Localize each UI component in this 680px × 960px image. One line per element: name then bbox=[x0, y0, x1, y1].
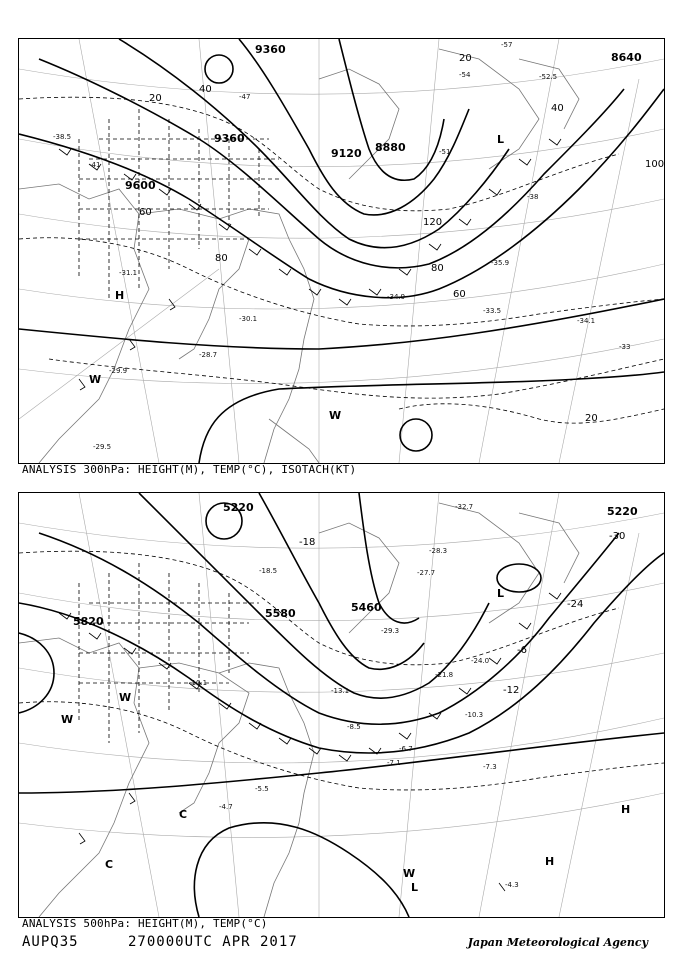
isotach-label-1: 40 bbox=[199, 84, 212, 95]
map-500hpa bbox=[19, 493, 664, 917]
temp-contour-label-1: -24 bbox=[567, 599, 584, 610]
temp-contour-label-3: -12 bbox=[503, 685, 520, 696]
temp-contour-label-4: -6 bbox=[517, 645, 527, 656]
center-label-2: C bbox=[179, 808, 188, 821]
agency-name: Japan Meteorological Agency bbox=[467, 936, 648, 949]
center-label-3: L bbox=[497, 133, 505, 146]
isotach-label-6: 20 bbox=[459, 53, 472, 64]
height-label-3: 5820 bbox=[73, 615, 104, 628]
temp-value: -51 bbox=[439, 148, 451, 156]
temp-value: -8.5 bbox=[347, 723, 361, 731]
center-label-1: W bbox=[61, 713, 74, 726]
isotach-label-3: 80 bbox=[215, 253, 228, 264]
temp-value: -31.1 bbox=[119, 269, 138, 277]
temp-value: -4.3 bbox=[505, 881, 519, 889]
temp-contour-label-2: -30 bbox=[609, 531, 626, 542]
center-label-0: W bbox=[119, 691, 132, 704]
caption-500hpa: ANALYSIS 500hPa: HEIGHT(M), TEMP(°C) bbox=[22, 917, 268, 930]
center-label-8: H bbox=[545, 855, 555, 868]
height-label-4: 5580 bbox=[265, 607, 296, 620]
temp-value: -30.1 bbox=[239, 315, 258, 323]
isotach-label-7: 40 bbox=[551, 103, 564, 114]
isotach-label-4: 100 bbox=[645, 159, 664, 170]
temp-value: -7.3 bbox=[483, 763, 497, 771]
height-label-0: 9360 bbox=[255, 43, 286, 56]
temp-value: -32.7 bbox=[455, 503, 474, 511]
center-label-0: H bbox=[115, 289, 125, 302]
height-label-2: 5460 bbox=[351, 601, 382, 614]
center-label-4: W bbox=[403, 867, 416, 880]
temp-value: -29.9 bbox=[109, 367, 128, 375]
temp-value: -47 bbox=[239, 93, 251, 101]
temp-value: -21.8 bbox=[435, 671, 454, 679]
center-label-1: W bbox=[89, 373, 102, 386]
temp-value: -41 bbox=[89, 161, 101, 169]
height-label-1: 5220 bbox=[607, 505, 638, 518]
temp-value: -29.5 bbox=[93, 443, 112, 451]
isotach-label-5: 120 bbox=[423, 217, 443, 228]
temp-value: -54 bbox=[459, 71, 471, 79]
coastline bbox=[19, 49, 579, 463]
temp-value: -28.7 bbox=[199, 351, 218, 359]
temp-value: -28.3 bbox=[429, 547, 448, 555]
temp-value: -34.1 bbox=[577, 317, 596, 325]
temp-contour-label-0: -18 bbox=[299, 537, 316, 548]
temp-value: -5.5 bbox=[255, 785, 269, 793]
temp-value: -52.5 bbox=[539, 73, 558, 81]
temp-value: -35.9 bbox=[491, 259, 510, 267]
center-label-5: L bbox=[411, 881, 419, 894]
temp-value: -38.5 bbox=[53, 133, 72, 141]
temp-value: -18.5 bbox=[259, 567, 278, 575]
analysis-time: 270000UTC APR 2017 bbox=[128, 934, 298, 950]
isotach-label-10: 20 bbox=[585, 413, 598, 424]
temp-value: -33.5 bbox=[483, 307, 502, 315]
height-label-3: 8880 bbox=[375, 141, 406, 154]
temp-value: -29.3 bbox=[381, 627, 400, 635]
height-contours bbox=[19, 493, 664, 917]
temp-value: -27.7 bbox=[417, 569, 436, 577]
temp-value: -33 bbox=[619, 343, 631, 351]
center-label-7: H bbox=[621, 803, 631, 816]
map-300hpa bbox=[19, 39, 664, 463]
center-label-3: C bbox=[105, 858, 114, 871]
isotach-label-0: 20 bbox=[149, 93, 162, 104]
center-label-6: L bbox=[497, 587, 505, 600]
temp-value: -10.1 bbox=[189, 679, 208, 687]
temp-value: -57 bbox=[501, 41, 513, 49]
temp-value: -7.1 bbox=[387, 759, 401, 767]
map-panel-300hpa bbox=[18, 38, 665, 464]
height-label-1: 9360 bbox=[214, 132, 245, 145]
height-contours bbox=[19, 39, 664, 463]
temp-value: -6.7 bbox=[399, 745, 413, 753]
isotach-label-9: 80 bbox=[431, 263, 444, 274]
temp-value: -38 bbox=[527, 193, 539, 201]
temp-value: -4.7 bbox=[219, 803, 233, 811]
chart-code: AUPQ35 bbox=[22, 934, 79, 950]
station-temperatures bbox=[53, 41, 630, 451]
isotach-label-8: 60 bbox=[453, 289, 466, 300]
graticule bbox=[19, 39, 664, 463]
temp-value: -34.9 bbox=[387, 293, 406, 301]
dashed-contours bbox=[19, 551, 664, 790]
temp-value: -24.0 bbox=[471, 657, 490, 665]
center-label-2: W bbox=[329, 409, 342, 422]
height-label-2: 9120 bbox=[331, 147, 362, 160]
caption-300hpa: ANALYSIS 300hPa: HEIGHT(M), TEMP(°C), ISOTACH(KT) bbox=[22, 463, 357, 476]
height-label-5: 9600 bbox=[125, 179, 156, 192]
height-label-0: 5220 bbox=[223, 501, 254, 514]
isotach-label-2: 60 bbox=[139, 207, 152, 218]
temp-value: -10.3 bbox=[465, 711, 484, 719]
height-label-4: 8640 bbox=[611, 51, 642, 64]
temp-value: -13.1 bbox=[331, 687, 350, 695]
graticule bbox=[19, 493, 664, 917]
map-panel-500hpa bbox=[18, 492, 665, 918]
